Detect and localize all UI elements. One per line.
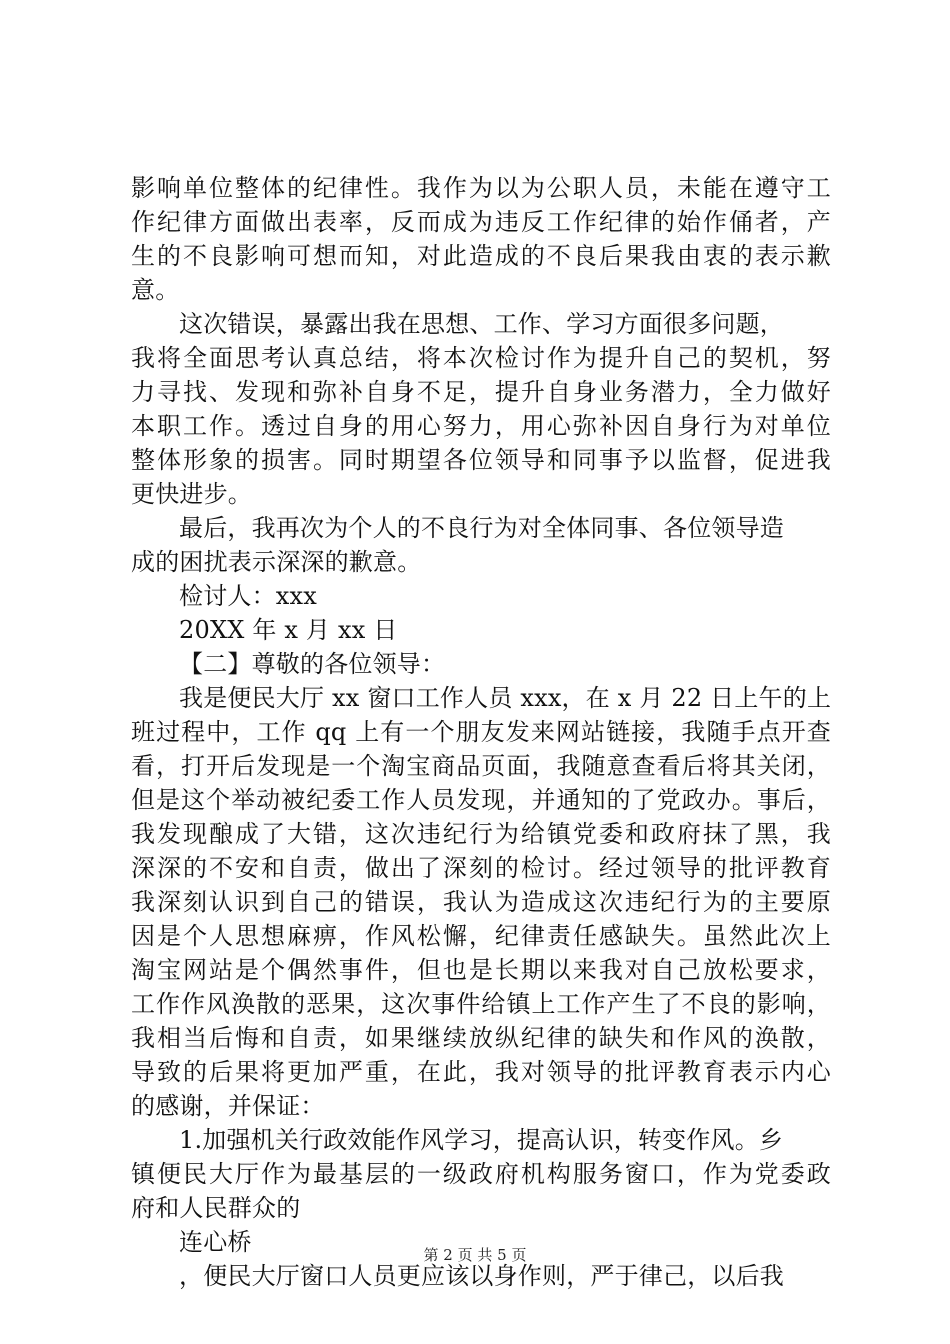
text-line: 更快进步。 [131, 480, 252, 508]
text-line: 意。 [131, 276, 180, 304]
signature-line: 检讨人：xxx [179, 582, 318, 610]
text-line: 深深的不安和自责，做出了深刻的检讨。经过领导的批评教育 [131, 854, 831, 882]
section-heading: 【二】尊敬的各位领导： [179, 650, 446, 678]
text-line: 最后，我再次为个人的不良行为对全体同事、各位领导造 [179, 514, 784, 542]
text-line: 镇便民大厅作为最基层的一级政府机构服务窗口，作为党委政 [131, 1160, 831, 1188]
text-line: 因是个人思想麻痹，作风松懈，纪律责任感缺失。虽然此次上 [131, 922, 831, 950]
text-line: 我将全面思考认真总结，将本次检讨作为提升自己的契机，努 [131, 344, 831, 372]
text-line: 府和人民群众的 [131, 1194, 301, 1222]
page-footer [0, 1245, 950, 1265]
text-line: 这次错误，暴露出我在思想、工作、学习方面很多问题， [179, 310, 784, 338]
text-line: 成的困扰表示深深的歉意。 [131, 548, 422, 576]
text-line: ，便民大厅窗口人员更应该以身作则，严于律己，以后我 [179, 1262, 784, 1290]
date-line: 20XX 年 x 月 xx 日 [179, 616, 398, 644]
document-body [131, 171, 831, 1293]
text-line: 的感谢，并保证： [131, 1092, 325, 1120]
text-line: 工作作风涣散的恶果，这次事件给镇上工作产生了不良的影响， [131, 990, 831, 1018]
text-line: 班过程中，工作 qq 上有一个朋友发来网站链接，我随手点开查 [131, 718, 831, 746]
page-number-label: 第 2 页 共 5 页 [423, 1246, 527, 1264]
text-line: 我深刻认识到自己的错误，我认为造成这次违纪行为的主要原 [131, 888, 831, 916]
text-line: 本职工作。透过自身的用心努力，用心弥补因自身行为对单位 [131, 412, 831, 440]
text-line: 我相当后悔和自责，如果继续放纵纪律的缺失和作风的涣散， [131, 1024, 831, 1052]
text-line: 连心桥 [179, 1228, 252, 1256]
text-line: 看，打开后发现是一个淘宝商品页面，我随意查看后将其关闭， [131, 752, 831, 780]
text-line: 我是便民大厅 xx 窗口工作人员 xxx，在 x 月 22 日上午的上 [179, 684, 832, 712]
text-line: 但是这个举动被纪委工作人员发现，并通知的了党政办。事后， [131, 786, 831, 814]
text-line: 1.加强机关行政效能作风学习，提高认识，转变作风。乡 [179, 1126, 784, 1154]
text-line: 我发现酿成了大错，这次违纪行为给镇党委和政府抹了黑，我 [131, 820, 831, 848]
text-line: 生的不良影响可想而知，对此造成的不良后果我由衷的表示歉 [131, 242, 831, 270]
text-line: 导致的后果将更加严重，在此，我对领导的批评教育表示内心 [131, 1058, 831, 1086]
text-line: 淘宝网站是个偶然事件，但也是长期以来我对自己放松要求， [131, 956, 831, 984]
text-line: 力寻找、发现和弥补自身不足，提升自身业务潜力，全力做好 [131, 378, 831, 406]
text-line: 作纪律方面做出表率，反而成为违反工作纪律的始作俑者，产 [131, 208, 831, 236]
text-line: 整体形象的损害。同时期望各位领导和同事予以监督，促进我 [131, 446, 831, 474]
text-line: 影响单位整体的纪律性。我作为以为公职人员，未能在遵守工 [131, 174, 831, 202]
